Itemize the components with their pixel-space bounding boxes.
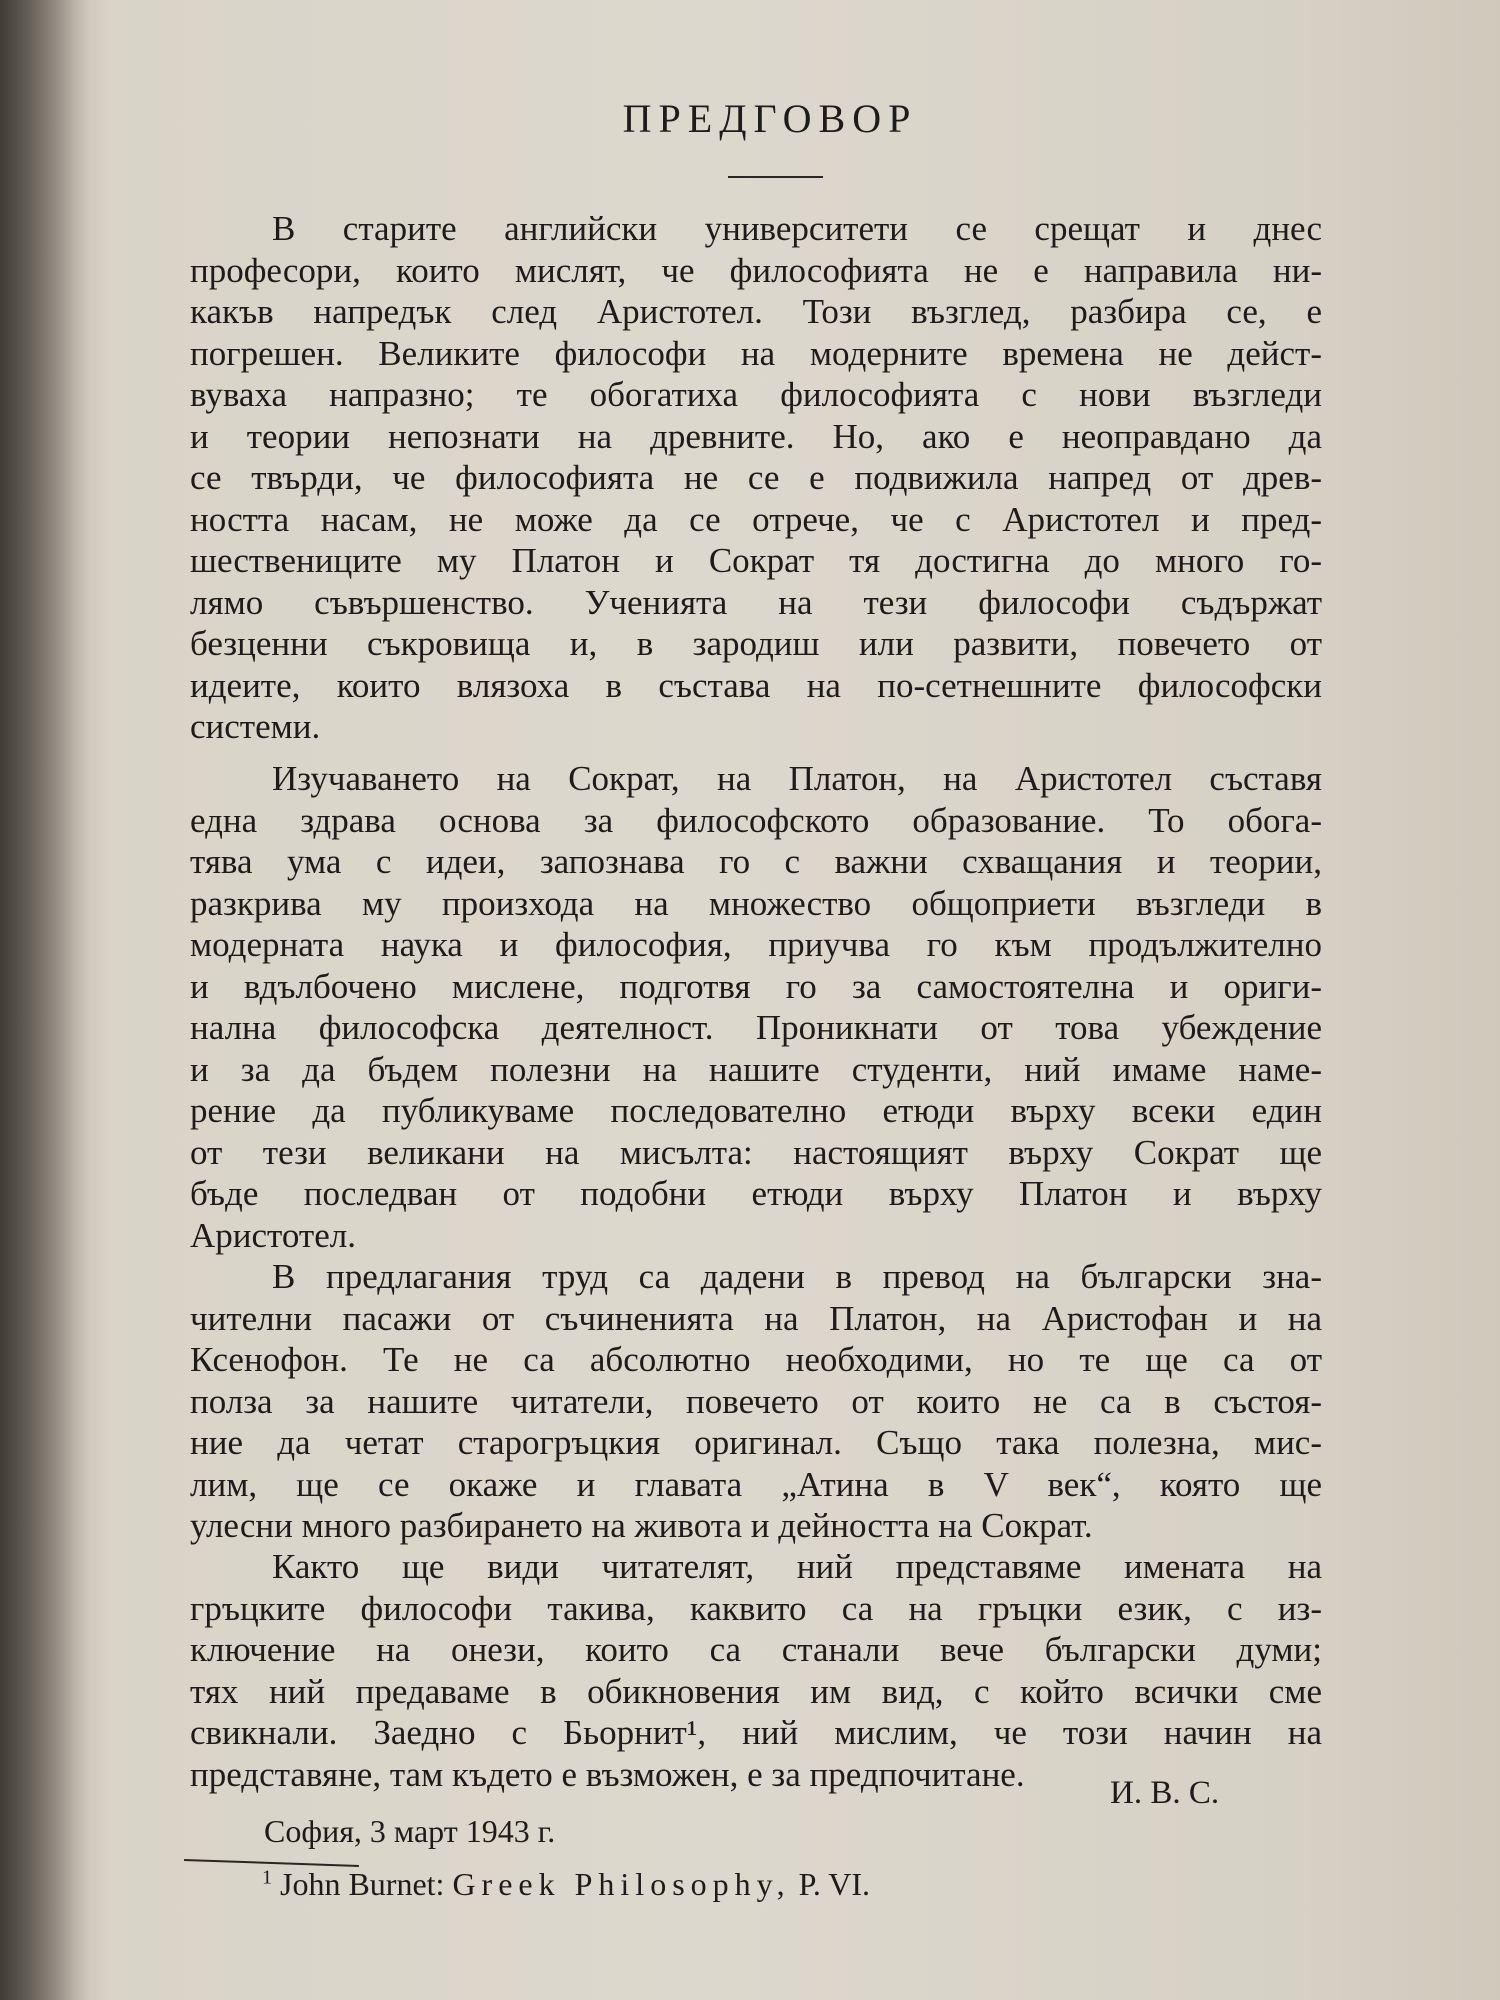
text-line: лямо съвършенство. Ученията на тези философи съдържат — [190, 582, 1322, 622]
text-line: и за да бъдем полезни на нашите студенти, ний имаме наме- — [190, 1049, 1322, 1089]
text-line: Аристотел. — [190, 1215, 356, 1255]
text-line: професори, които мислят, че философията не е направила ни- — [190, 250, 1322, 290]
paragraph — [190, 208, 1322, 748]
text-line: Изучаването на Сократ, на Платон, на Аристотел съставя — [272, 759, 1322, 798]
text-line: В старите английски университети се срещат и днес — [272, 209, 1322, 248]
text-line: улесни много разбирането на живота и дейността на Сократ. — [190, 1506, 1093, 1545]
text-line: тях ний предаваме в обикновения им вид, с който всички сме — [190, 1671, 1322, 1711]
text-line: вуваха напразно; те обогатиха философията с нови възгледи — [190, 375, 1322, 414]
text-line: шествениците му Платон и Сократ тя достигна до много го- — [190, 541, 1322, 580]
text-line: лим, ще се окаже и главата „Атина в V век“, която ще — [190, 1464, 1322, 1504]
author-initials: И. В. С. — [1110, 1775, 1220, 1811]
text-line: и вдълбочено мислене, подготвя го за самостоятелна и ориги- — [190, 966, 1322, 1006]
text-line: от тези великани на мисълта: настоящият върху Сократ ще — [190, 1132, 1322, 1172]
text-line: полза за нашите читатели, повечето от които не са в състоя- — [190, 1381, 1322, 1421]
text-line: тява ума с идеи, запознава го с важни схващания и теории, — [190, 842, 1322, 881]
text-line: Ксенофон. Те не са абсолютно необходими, но те ще са от — [190, 1340, 1322, 1379]
text-line: ността насам, не може да се отрече, че с Аристотел и пред- — [190, 499, 1322, 539]
paragraph — [190, 1546, 1322, 1795]
text-line: идеите, които влязоха в състава на по-сетнешните философски — [190, 665, 1322, 705]
text-line: представяне, там където е възможен, е за предпочитане. — [190, 1754, 1025, 1794]
paragraph — [190, 758, 1322, 1256]
footnote — [262, 1866, 870, 1903]
text-line: ние да четат старогръцкия оригинал. Също така полезна, мис- — [190, 1423, 1322, 1462]
footnote-mark: 1 — [262, 1866, 272, 1889]
page-binding-shadow — [0, 0, 90, 2000]
place-date: София, 3 март 1943 г. — [264, 1813, 556, 1849]
text-line: системи. — [190, 707, 321, 746]
footnote-author: John Burnet: — [280, 1866, 445, 1902]
text-line: бъде последван от подобни етюди върху Платон и върху — [190, 1174, 1322, 1213]
text-line: гръцките философи такива, каквито са на гръцки език, с из- — [190, 1588, 1322, 1628]
text-line: една здрава основа за философското образование. То обога- — [190, 800, 1322, 840]
text-line: Както ще види читателят, ний представяме имената на — [272, 1547, 1322, 1586]
text-line: рение да публикуваме последователно етюди върху всеки един — [190, 1091, 1322, 1130]
page-title: ПРЕДГОВОР — [622, 96, 918, 141]
text-line: чителни пасажи от съчиненията на Платон, на Аристофан и на — [190, 1298, 1322, 1338]
footnote-work: Greek Philosophy, — [452, 1866, 791, 1902]
text-line: ключение на онези, които са станали вече български думи; — [190, 1630, 1322, 1669]
text-line: погрешен. Великите философи на модерните времена не дейст- — [190, 333, 1322, 373]
text-line: безценни съкровища и, в зародиш или развити, повечето от — [190, 624, 1322, 663]
text-line: свикнали. Заедно с Бьорнит¹, ний мислим, че този начин на — [190, 1713, 1322, 1752]
title-divider — [728, 176, 823, 178]
text-line: нална философска деятелност. Проникнати от това убеждение — [190, 1008, 1322, 1047]
text-line: какъв напредък след Аристотел. Този възглед, разбира се, е — [190, 292, 1322, 331]
text-line: се твърди, че философията не се е подвижила напред от древ- — [190, 458, 1322, 497]
text-line: модерната наука и философия, приучва го към продължително — [190, 925, 1322, 964]
footnote-page: P. VI. — [798, 1866, 870, 1902]
text-line: В предлагания труд са дадени в превод на български зна- — [272, 1257, 1322, 1296]
paragraph — [190, 1256, 1322, 1547]
text-line: и теории непознати на древните. Но, ако е неоправдано да — [190, 416, 1322, 456]
text-line: разкрива му произхода на множество общоприети възгледи в — [190, 883, 1322, 923]
